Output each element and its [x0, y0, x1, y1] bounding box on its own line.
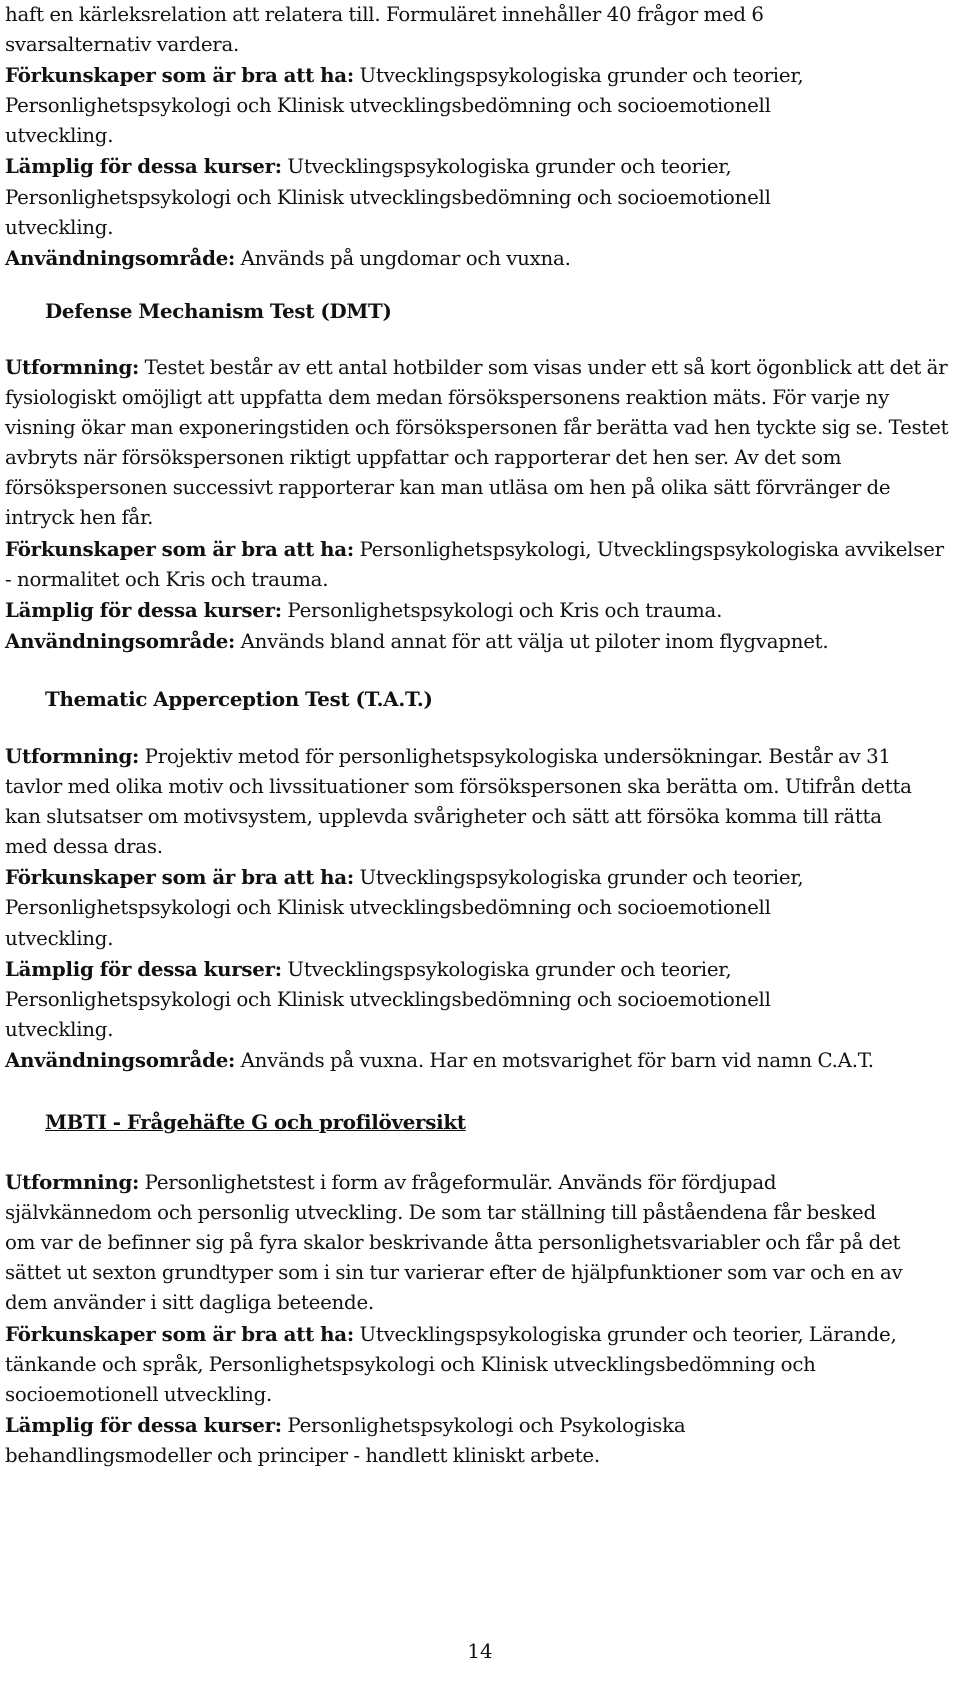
section-title-tat: Thematic Apperception Test (T.A.T.) [45, 686, 433, 711]
usage-text: Används på ungdomar och vuxna. [235, 246, 571, 270]
section-title-mbti: MBTI - Frågehäfte G och profilöversikt [45, 1110, 466, 1134]
intro-courses [5, 151, 865, 242]
design-text: Testet består av ett antal hotbilder som visas under ett så kort ögonblick att det är fysiologiskt omöjligt att uppfatta dem medan försökspersonens reaktion mäts. För varje ny visning ökar man exponeringstiden och försökspersonen får berätta vad hen tyckte sig se. Testet avbryts när försökspersonen riktigt uppfattar och rapporterar det hen ser. Av det som försökspersonen successivt rapporterar kan man utläsa om hen på olika sätt förvränger de intryck hen får. [5, 355, 949, 530]
design-label: Utformning: [5, 1170, 140, 1195]
mbti-courses [5, 1410, 835, 1471]
intro-paragraph: haft en kärleksrelation att relatera till. Formuläret innehåller 40 frågor med 6 svarsalternativ vardera. [5, 3, 764, 57]
tat-usage [5, 1045, 905, 1076]
intro-usage [5, 243, 950, 274]
prerequisites-text: Personlighetspsykologi, Utvecklingspsykologiska avvikelser - normalitet och Kris och trauma. [5, 537, 944, 591]
prerequisites-label: Förkunskaper som är bra att ha: [5, 1321, 354, 1346]
courses-text: Utvecklingspsykologiska grunder och teorier, Personlighetspsykologi och Klinisk utvecklingsbedömning och socioemotionell utveckling. [5, 957, 771, 1041]
courses-label: Lämplig för dessa kurser: [5, 154, 282, 179]
usage-label: Användningsområde: [5, 628, 236, 653]
prerequisites-label: Förkunskaper som är bra att ha: [5, 63, 354, 88]
document-body [5, 0, 950, 1471]
courses-label: Lämplig för dessa kurser: [5, 597, 282, 622]
dmt-usage [5, 626, 950, 657]
usage-text: Används bland annat för att välja ut piloter inom flygvapnet. [235, 629, 829, 653]
mbti-prerequisites [5, 1319, 925, 1410]
courses-text: Personlighetspsykologi och Psykologiska behandlingsmodeller och principer - handlett kliniskt arbete. [5, 1413, 686, 1467]
prerequisites-text: Utvecklingspsykologiska grunder och teorier, Personlighetspsykologi och Klinisk utvecklingsbedömning och socioemotionell utveckling. [5, 64, 804, 148]
prerequisites-label: Förkunskaper som är bra att ha: [5, 865, 354, 890]
section-title-dmt: Defense Mechanism Test (DMT) [45, 298, 392, 323]
courses-text: Personlighetspsykologi och Kris och trauma. [281, 598, 723, 622]
usage-label: Användningsområde: [5, 1047, 236, 1072]
intro-prerequisites [5, 60, 865, 151]
design-text: Projektiv metod för personlighetspsykologiska undersökningar. Består av 31 tavlor med olika motiv och livssituationer som försökspersonen ska berätta om. Utifrån detta kan slutsatser om motivsystem, upplevda svårigheter och sätt att försöka komma till rätta med dessa dras. [5, 744, 912, 859]
dmt-courses [5, 595, 950, 626]
design-label: Utformning: [5, 354, 140, 379]
usage-label: Användningsområde: [5, 245, 236, 270]
usage-text: Används på vuxna. Har en motsvarighet för barn vid namn C.A.T. [235, 1048, 874, 1072]
page-number: 14 [467, 1640, 493, 1663]
dmt-prerequisites [5, 534, 950, 595]
dmt-design [5, 352, 950, 534]
design-label: Utformning: [5, 743, 140, 768]
courses-label: Lämplig för dessa kurser: [5, 1412, 282, 1437]
tat-prerequisites [5, 862, 865, 953]
courses-text: Utvecklingspsykologiska grunder och teorier, Personlighetspsykologi och Klinisk utvecklingsbedömning och socioemotionell utveckling. [5, 155, 771, 239]
tat-courses [5, 954, 865, 1045]
prerequisites-text: Utvecklingspsykologiska grunder och teorier, Lärande, tänkande och språk, Personlighetspsykologi och Klinisk utvecklingsbedömning och socioemotionell utveckling. [5, 1322, 897, 1406]
mbti-design [5, 1167, 905, 1318]
prerequisites-label: Förkunskaper som är bra att ha: [5, 536, 354, 561]
courses-label: Lämplig för dessa kurser: [5, 956, 282, 981]
tat-design [5, 741, 925, 862]
design-text: Personlighetstest i form av frågeformulär. Används för fördjupad självkännedom och personlig utveckling. De som tar ställning till påståendena får besked om var de befinner sig på fyra skalor beskrivande åtta personlighetsvariabler och får på det sättet ut sexton grundtyper som i sin tur varierar efter de hjälpfunktioner som var och en av dem använder i sitt dagliga beteende. [5, 1171, 903, 1315]
prerequisites-text: Utvecklingspsykologiska grunder och teorier, Personlighetspsykologi och Klinisk utvecklingsbedömning och socioemotionell utveckling. [5, 866, 804, 950]
